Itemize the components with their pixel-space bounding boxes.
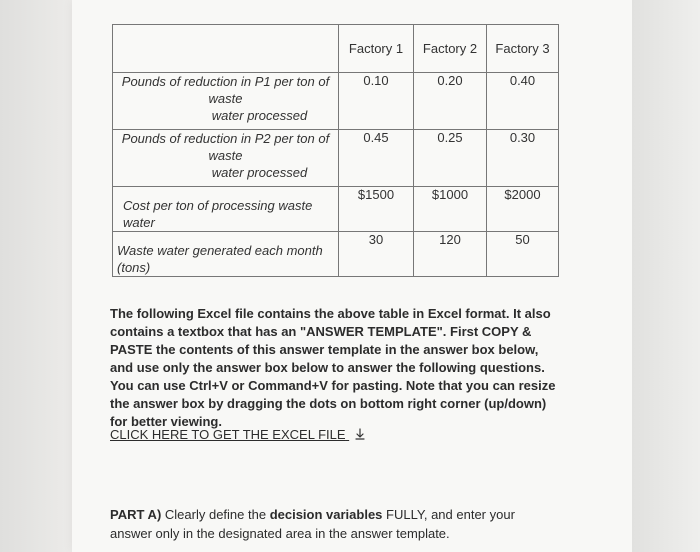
table-cell: $1000 [414,187,487,232]
table-cell: 0.20 [414,73,487,130]
part-a-text-start: Clearly define the [161,507,270,522]
table-cell: $1500 [339,187,414,232]
right-page-shadow [632,0,700,552]
left-page-shadow [0,0,72,552]
part-a-text-end: FULLY, and enter your answer only in the designated area in the answer template. [110,507,515,541]
part-a-prefix: PART A) [110,507,162,522]
table-row [113,232,559,277]
row-label-waste-water: Waste water generated each month (tons) [113,232,339,277]
table-row [113,130,559,187]
row-label-line-1: Pounds of reduction in P1 per ton of waste [121,74,330,106]
header-factory-2: Factory 2 [414,25,487,73]
table-cell: 120 [414,232,487,277]
table-cell: 50 [487,232,559,277]
excel-link-label: CLICK HERE TO GET THE EXCEL FILE [110,427,346,442]
table-cell: 30 [339,232,414,277]
row-label-p1-reduction [113,73,339,130]
row-label-p2-reduction [113,130,339,187]
table-cell: 0.30 [487,130,559,187]
table-cell: 0.40 [487,73,559,130]
table-cell: 0.10 [339,73,414,130]
factory-data-table [112,24,559,277]
table-header-row [113,25,559,73]
row-label-line-1: Pounds of reduction in P2 per ton of waste [121,131,330,163]
row-label-line-2: water processed [211,165,308,180]
table-cell: 0.45 [339,130,414,187]
table-cell: 0.25 [414,130,487,187]
header-factory-1: Factory 1 [339,25,414,73]
table-cell: $2000 [487,187,559,232]
row-label-line-2: water processed [211,108,308,123]
header-empty-cell [113,25,339,73]
download-icon [354,428,366,440]
header-factory-3: Factory 3 [487,25,559,73]
row-label-cost: Cost per ton of processing waste water [113,187,339,232]
excel-file-link[interactable] [110,427,366,442]
instructions-paragraph: The following Excel file contains the above table in Excel format. It also contains a textbox that has an "ANSWER TEMPLATE". First COPY & PASTE the contents of this answer template in the answer box below, and use only the answer box below to answer the following questions. You can use Ctrl+V or Command+V for pasting. Note that you can resize the answer box by dragging the dots on bottom right corner (up/down) for better viewing. [110,306,556,429]
part-a-question [110,505,560,543]
table-row [113,187,559,232]
part-a-bold-phrase: decision variables [269,507,383,522]
table-row [113,73,559,130]
